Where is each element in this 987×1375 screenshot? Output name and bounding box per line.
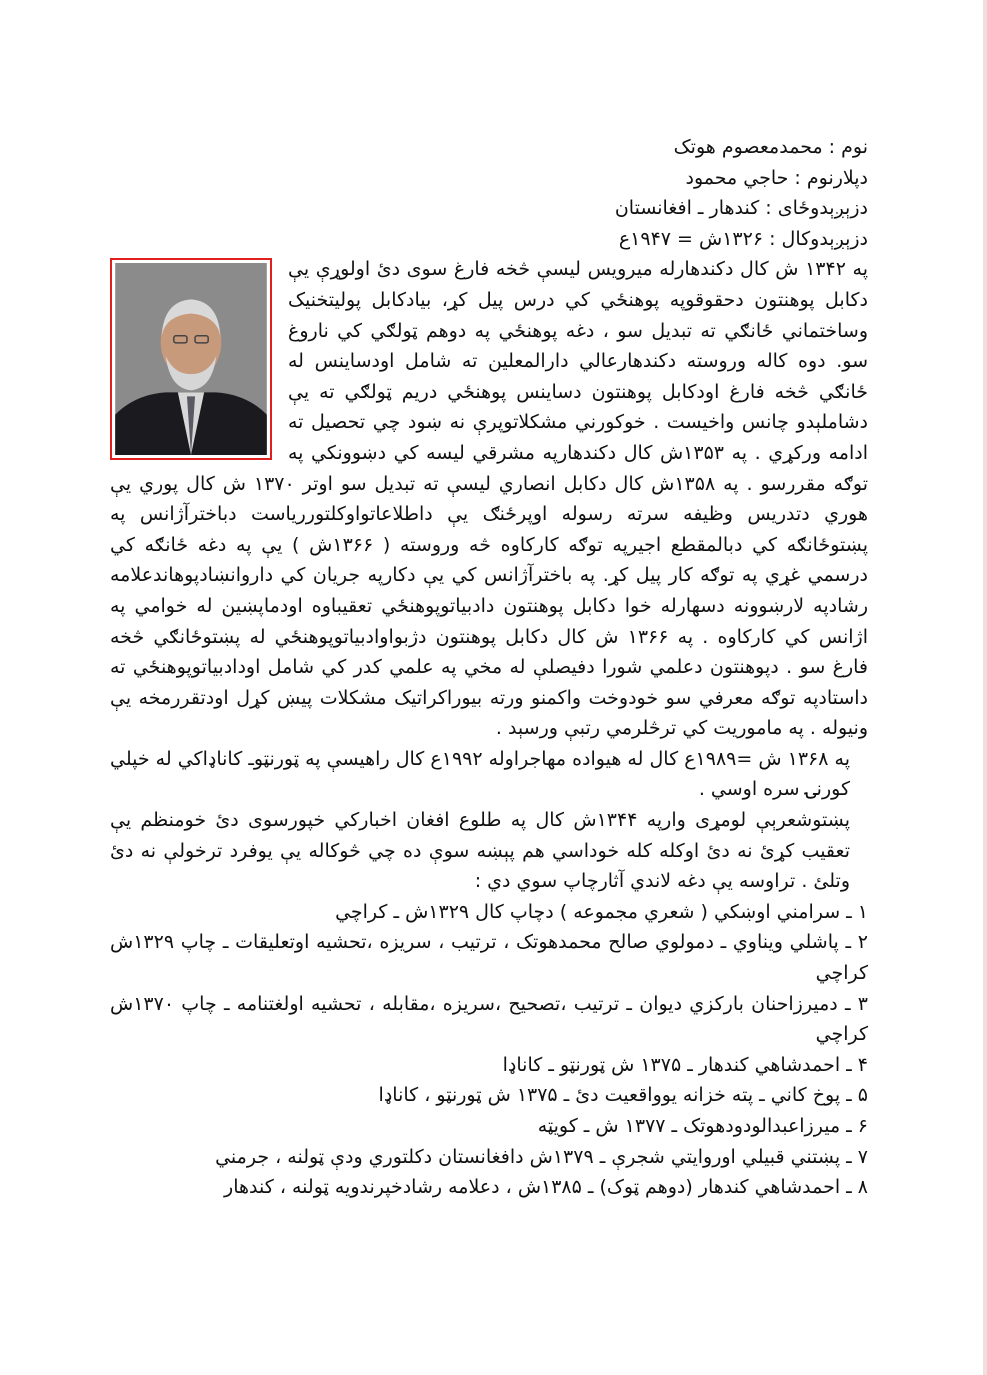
birthplace-field: دزېږېدوځای : کندهار ـ افغانستان [614,197,868,220]
work-item: ۴ ـ احمدشاهي کندهار ـ ۱۳۷۵ ش ټورنټو ـ کاناډا [502,1053,868,1076]
biography-paragraph-1: په ۱۳۴۲ ش کال دکندهارله میرویس لیسې څخه فارغ سوی دئ اولوړې یې دکابل پوهنتون دحقوقوپه پوهنځي کي درس پیل کړ، بیادکابل پولیتخنیک وساختماني ځانګي ته تبدیل سو ، دغه پوهنځي په دوهم ټولګي کي ناروغ سو. دوه کاله وروسته دکندهارعالي دارالمعلین ته شامل اودساینس له ځانګي څخه فارغ اودکابل پوهنتون دساینس پوهنځي دریم ټولګي ته یې دشاملېدو چانس واخیست . خوکورني مشکلاتوپرې نه ښود چي تحصیل ته ادامه ورکړي . په ۱۳۵۳ش کال دکندهارپه مشرقي لیسه کي دښوونکي په توګه مقررسو . په ۱۳۵۸ش کال دکابل انصاري لیسې ته تبدیل سو اوتر ۱۳۷۰ ش کال پوري یې هوري دتدریس وظیفه سرته رسوله اوپرځنګ یې داطلاعاتواوکلتورریاست دباخترآژانس په پښتوځانګه کي دبالمقطع اجیرپه توګه کارکاوه څه وروسته ( ۱۳۶۶ش ) یې په دغه ځانګه کي درسمي غړي په توګه کار پیل کړ. په باخترآژانس کي یې دکارپه جریان کي داروانښادپوهاندعلامه رشادپه لارښوونه دسهارله خوا دکابل پوهنتون دادبیاتوپوهنځي تعقیباوه اودماپښین له خوامي په اژانس کي کارکاوه . په ۱۳۶۶ ش کال دکابل پوهنتون دژبواوادبیاتوپوهنځي له پښتوځانګي څخه فارغ سو . دپوهنتون دعلمي شورا دفیصلې له مخي په علمي کدر کي شامل اودادبیاتوپوهنځي ته داستادپه توګه معرفي سو خودوخت واکمنو ورته بیوراکراتیک مشکلات پیښ کړل اودتقررمخه یې ونیوله . په ماموریت کي ترڅلرمي رتبې ورسېد . [110,258,869,740]
work-item: ۲ ـ پاشلي ویناوي ـ دمولوي صالح محمدهوتک ، ترتیب ، سریزه ،تحشیه اوتعلیقات ـ چاپ ۱۳۲۹ش کراچي [110,931,868,985]
name-field: نوم : محمدمعصوم هوتک [673,136,868,158]
work-item: ۸ ـ احمدشاهي کندهار (دوهم ټوک) ـ ۱۳۸۵ش ، دعلامه رشادخپرندویه ټولنه ، کندهار [224,1176,868,1199]
birth-year-field: دزېږېدوکال : ۱۳۲۶ش = ۱۹۴۷ع [618,227,868,250]
work-item: ۱ ـ سرامني اوښکي ( شعري مجموعه ) دچاپ کال ۱۳۲۹ش ـ کراچي [335,900,868,923]
father-name-field: دپلارنوم : حاجي محمود [685,166,868,189]
work-item: ۵ ـ پوخ کاني ـ پته خزانه یوواقعیت دئ ـ ۱۳۷۵ ش ټورنټو ، کاناډا [378,1084,868,1107]
portrait-image [115,263,267,455]
work-item: ۷ ـ پښتني قبیلي اوروایتي شجرې ـ ۱۳۷۹ش دافغانستان دکلتوري ودې ټولنه ، جرمني [215,1145,868,1168]
biography-paragraph-2: په ۱۳۶۸ ش =۱۹۸۹ع کال له هیواده مهاجراوله ۱۹۹۲ع کال راهیسې په ټورنټوـ کاناډاکي له خپلي کورنۍ سره اوسي . [110,747,850,801]
work-item: ۳ ـ دمیرزاحنان بارکزي دیوان ـ ترتیب ،تصحیح ،سریزه ،مقابله ، تحشیه اولغتنامه ـ چاپ ۱۳۷۰ش کراچي [110,992,868,1046]
page-edge-strip [983,0,987,1375]
author-portrait-photo [110,258,272,460]
published-works-list [110,897,868,1203]
biography-document [110,132,868,1203]
biography-paragraph-3: پښتوشعرېې لومړی وارپه ۱۳۴۴ش کال په طلوع افغان اخبارکي خپورسوی دئ خومنظم یې تعقیب کړئ نه دئ اوکله کله خوداسي هم پېښه سوې ده چي څوکاله یې یوفرد ترخولې نه دئ وتلئ . تراوسه یې دغه لاندي آثارچاپ سوي دي : [110,809,850,893]
work-item: ۶ ـ میرزاعبدالودودهوتک ـ ۱۳۷۷ ش ـ کویټه [537,1115,868,1137]
